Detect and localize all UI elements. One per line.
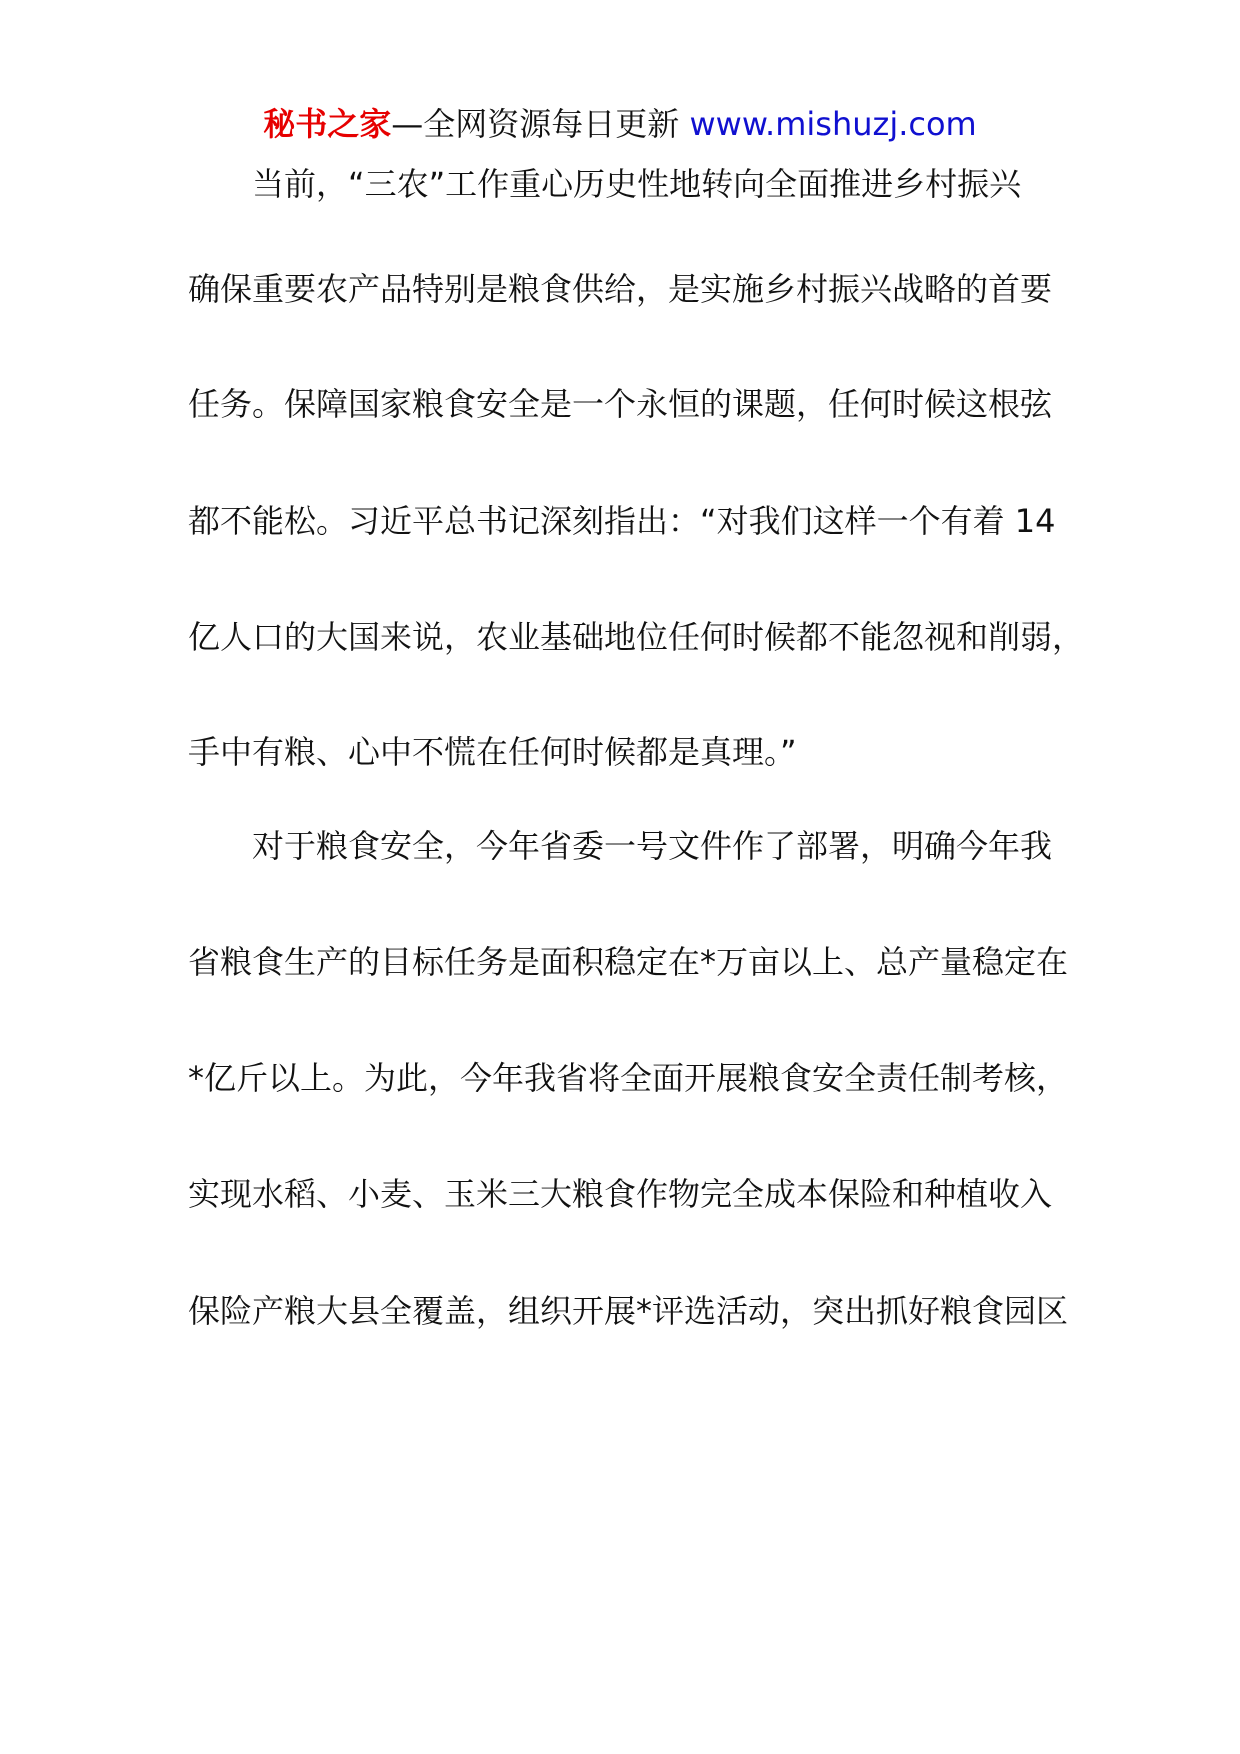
header-tagline: —全网资源每日更新	[391, 105, 690, 143]
body-text-line: 当前，“三农”工作重心历史性地转向全面推进乡村振兴	[188, 165, 1022, 203]
body-text-line: 保险产粮大县全覆盖，组织开展*评选活动，突出抓好粮食园区	[188, 1292, 1069, 1330]
body-text-line: 对于粮食安全，今年省委一号文件作了部署，明确今年我	[188, 827, 1053, 865]
body-text-line: *亿斤以上。为此，今年我省将全面开展粮食安全责任制考核，	[188, 1059, 1069, 1097]
body-text-line: 省粮食生产的目标任务是面积稳定在*万亩以上、总产量稳定在	[188, 943, 1069, 981]
body-text-line: 都不能松。习近平总书记深刻指出：“对我们这样一个有着 14	[188, 502, 1056, 540]
body-text-line: 手中有粮、心中不慌在任何时候都是真理。”	[188, 733, 797, 771]
body-text-line: 实现水稻、小麦、玉米三大粮食作物完全成本保险和种植收入	[188, 1175, 1053, 1213]
body-text-line: 确保重要农产品特别是粮食供给，是实施乡村振兴战略的首要	[188, 270, 1053, 308]
body-text-line: 任务。保障国家粮食安全是一个永恒的课题，任何时候这根弦	[188, 385, 1053, 423]
site-url-link[interactable]: www.mishuzj.com	[689, 105, 977, 143]
body-text-line: 亿人口的大国来说，农业基础地位任何时候都不能忽视和削弱，	[188, 618, 1085, 656]
brand-name: 秘书之家	[263, 105, 392, 143]
site-header	[0, 100, 1240, 148]
